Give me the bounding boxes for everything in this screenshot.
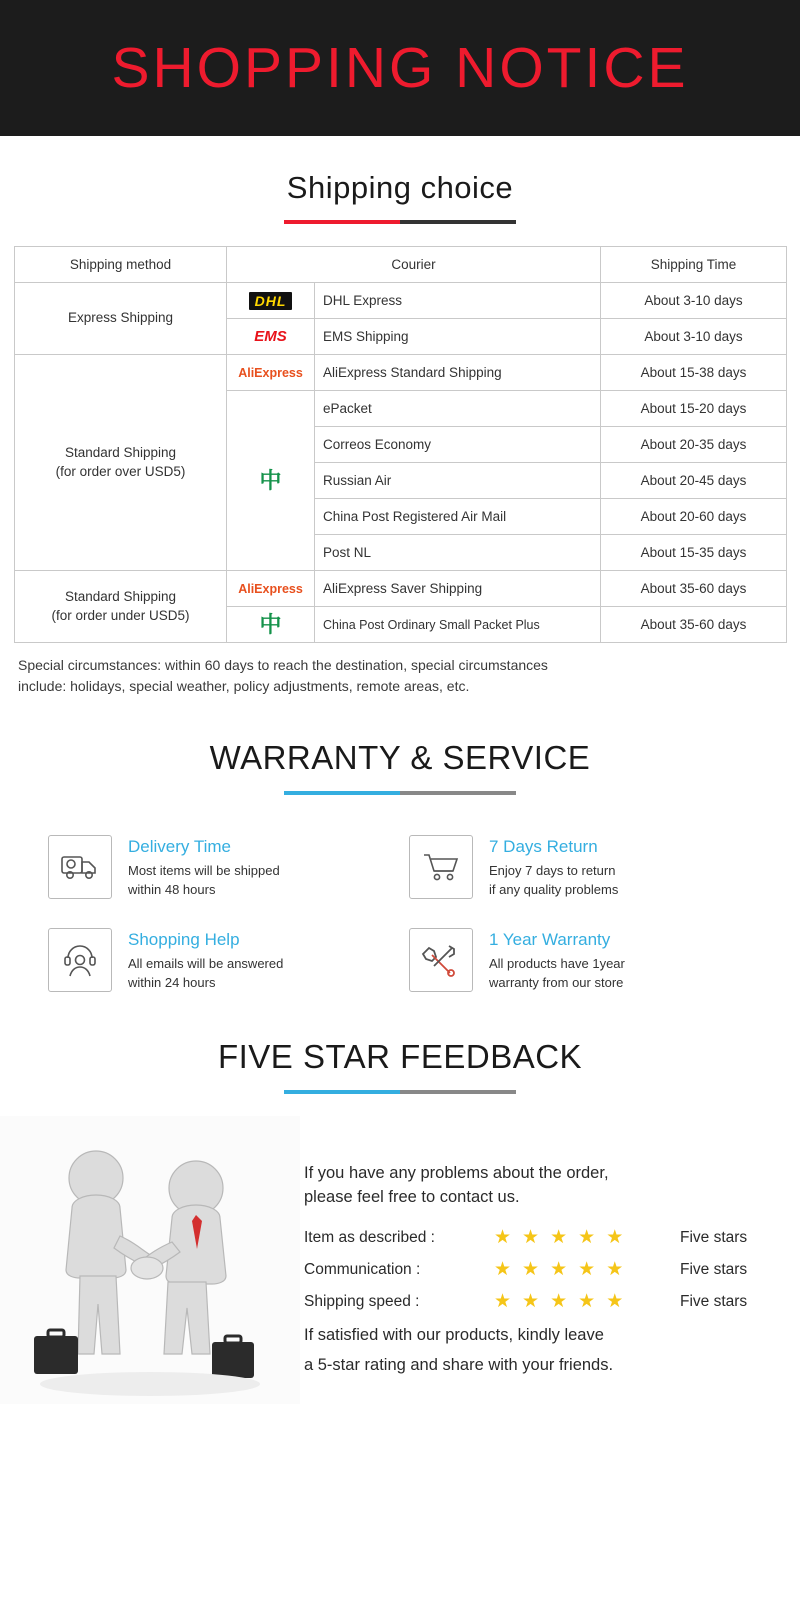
table-header-row (15, 247, 787, 283)
rating-stars (494, 1260, 666, 1279)
rule-left (284, 220, 400, 224)
feedback-section-header (0, 1038, 800, 1094)
shopping-cart-icon (409, 835, 473, 899)
china-post-logo-text: 中 (259, 611, 282, 637)
rating-row-communication (304, 1260, 747, 1279)
feedback-heading: FIVE STAR FEEDBACK (217, 1038, 583, 1076)
special-circumstances-note (0, 655, 800, 697)
warranty-title: Shopping Help (128, 929, 240, 949)
star-icon: ★ (522, 1259, 540, 1281)
rating-value: Five stars (680, 1260, 748, 1278)
warranty-desc-2: within 48 hours (128, 881, 216, 897)
china-post-logo (227, 607, 315, 643)
rating-row-item-as-described (304, 1228, 747, 1247)
star-icon: ★ (578, 1291, 596, 1313)
star-icon: ★ (578, 1227, 596, 1249)
method-standard-under (15, 571, 227, 643)
delivery-truck-icon (48, 835, 112, 899)
warranty-grid (0, 795, 800, 992)
aliexpress-logo-text: AliExpress (238, 582, 303, 596)
star-icon: ★ (606, 1291, 624, 1313)
warranty-text (128, 835, 280, 900)
warranty-desc-1: All products have 1year (489, 955, 625, 971)
shipping-heading-rule (284, 220, 516, 224)
feedback-intro-1: If you have any problems about the order, (304, 1164, 609, 1183)
courier-name: AliExpress Saver Shipping (315, 571, 601, 607)
feedback-section (0, 1094, 800, 1404)
shipping-time: About 35-60 days (601, 607, 787, 643)
rule-left (284, 791, 400, 795)
star-icon: ★ (550, 1227, 568, 1249)
feedback-text (300, 1116, 747, 1378)
warranty-item-7-days-return (409, 835, 752, 900)
rule-left (284, 1090, 400, 1094)
shipping-table (14, 246, 787, 643)
warranty-text (489, 928, 625, 993)
rating-row-shipping-speed (304, 1292, 747, 1311)
aliexpress-logo (227, 571, 315, 607)
warranty-desc-1: Enjoy 7 days to return (489, 863, 616, 878)
courier-name: ePacket (315, 391, 601, 427)
table-row (15, 355, 787, 391)
ems-logo-text: EMS (254, 328, 287, 345)
star-icon: ★ (494, 1227, 512, 1249)
china-post-logo-text: 中 (259, 467, 282, 493)
courier-name: Russian Air (315, 463, 601, 499)
headset-support-icon (48, 928, 112, 992)
feedback-intro-2: please feel free to contact us. (304, 1188, 520, 1207)
warranty-text (128, 928, 283, 993)
star-icon: ★ (550, 1259, 568, 1281)
warranty-heading: WARRANTY & SERVICE (209, 739, 591, 776)
china-post-logo (227, 391, 315, 571)
warranty-desc-2: if any quality problems (489, 881, 619, 897)
star-icon: ★ (494, 1259, 512, 1281)
rating-stars (494, 1228, 666, 1247)
warranty-heading-rule (284, 791, 516, 795)
shipping-section-header (0, 170, 800, 224)
handshake-figures-image (0, 1116, 300, 1404)
method-line-2: (for order under USD5) (51, 607, 190, 623)
star-icon: ★ (606, 1227, 624, 1249)
rule-right (400, 791, 516, 795)
shipping-time: About 20-45 days (601, 463, 787, 499)
method-standard-over (15, 355, 227, 571)
tools-wrench-icon (409, 928, 473, 992)
feedback-ratings (304, 1228, 747, 1311)
rating-label: Shipping speed : (304, 1292, 420, 1310)
courier-name: AliExpress Standard Shipping (315, 355, 601, 391)
note-line-2: include: holidays, special weather, policy adjustments, remote areas, etc. (18, 678, 470, 694)
header-method: Shipping method (15, 247, 227, 283)
feedback-heading-rule (284, 1090, 516, 1094)
method-express: Express Shipping (15, 283, 227, 355)
table-row (15, 571, 787, 607)
shipping-time: About 15-20 days (601, 391, 787, 427)
rating-label: Communication : (304, 1260, 421, 1278)
warranty-title: 1 Year Warranty (489, 929, 611, 949)
shipping-heading: Shipping choice (286, 170, 514, 205)
shipping-time: About 20-60 days (601, 499, 787, 535)
star-icon: ★ (494, 1291, 512, 1313)
dhl-logo (227, 283, 315, 319)
dhl-logo-text: DHL (249, 292, 293, 310)
warranty-desc-2: warranty from our store (489, 974, 624, 990)
shipping-table-wrap (0, 246, 800, 643)
star-icon: ★ (578, 1259, 596, 1281)
warranty-text (489, 835, 618, 900)
warranty-item-1-year-warranty (409, 928, 752, 993)
header-courier: Courier (227, 247, 601, 283)
warranty-item-delivery-time (48, 835, 391, 900)
warranty-desc-1: Most items will be shipped (128, 863, 280, 878)
star-icon: ★ (522, 1227, 540, 1249)
shipping-time: About 35-60 days (601, 571, 787, 607)
page-banner (0, 0, 800, 136)
aliexpress-logo-text: AliExpress (238, 366, 303, 380)
ems-logo (227, 319, 315, 355)
shipping-time: About 3-10 days (601, 283, 787, 319)
method-line-1: Standard Shipping (64, 445, 177, 461)
method-line-1: Standard Shipping (64, 589, 177, 605)
star-icon: ★ (550, 1291, 568, 1313)
courier-name: Post NL (315, 535, 601, 571)
table-row (15, 283, 787, 319)
header-time: Shipping Time (601, 247, 787, 283)
shipping-time: About 20-35 days (601, 427, 787, 463)
rule-right (400, 220, 516, 224)
feedback-outro-2: a 5-star rating and share with your friends. (304, 1356, 614, 1375)
warranty-desc-1: All emails will be answered (128, 955, 284, 971)
warranty-title: 7 Days Return (489, 837, 598, 856)
aliexpress-logo (227, 355, 315, 391)
shipping-time: About 3-10 days (601, 319, 787, 355)
method-line-2: (for order over USD5) (55, 463, 186, 479)
courier-name: EMS Shipping (315, 319, 601, 355)
star-icon: ★ (606, 1259, 624, 1281)
rating-value: Five stars (680, 1228, 748, 1246)
courier-name: Correos Economy (315, 427, 601, 463)
warranty-section-header (0, 739, 800, 795)
warranty-item-shopping-help (48, 928, 391, 993)
courier-name: China Post Registered Air Mail (315, 499, 601, 535)
shipping-time: About 15-35 days (601, 535, 787, 571)
page-title: SHOPPING NOTICE (111, 36, 689, 100)
feedback-outro-1: If satisfied with our products, kindly leave (304, 1326, 604, 1345)
courier-name: DHL Express (315, 283, 601, 319)
warranty-title: Delivery Time (128, 837, 231, 856)
rating-stars (494, 1292, 666, 1311)
rule-right (400, 1090, 516, 1094)
warranty-desc-2: within 24 hours (128, 974, 216, 990)
courier-name: China Post Ordinary Small Packet Plus (315, 607, 601, 643)
rating-value: Five stars (680, 1292, 748, 1310)
star-icon: ★ (522, 1291, 540, 1313)
note-line-1: Special circumstances: within 60 days to reach the destination, special circumstances (18, 657, 548, 673)
shipping-time: About 15-38 days (601, 355, 787, 391)
rating-label: Item as described : (304, 1228, 435, 1246)
